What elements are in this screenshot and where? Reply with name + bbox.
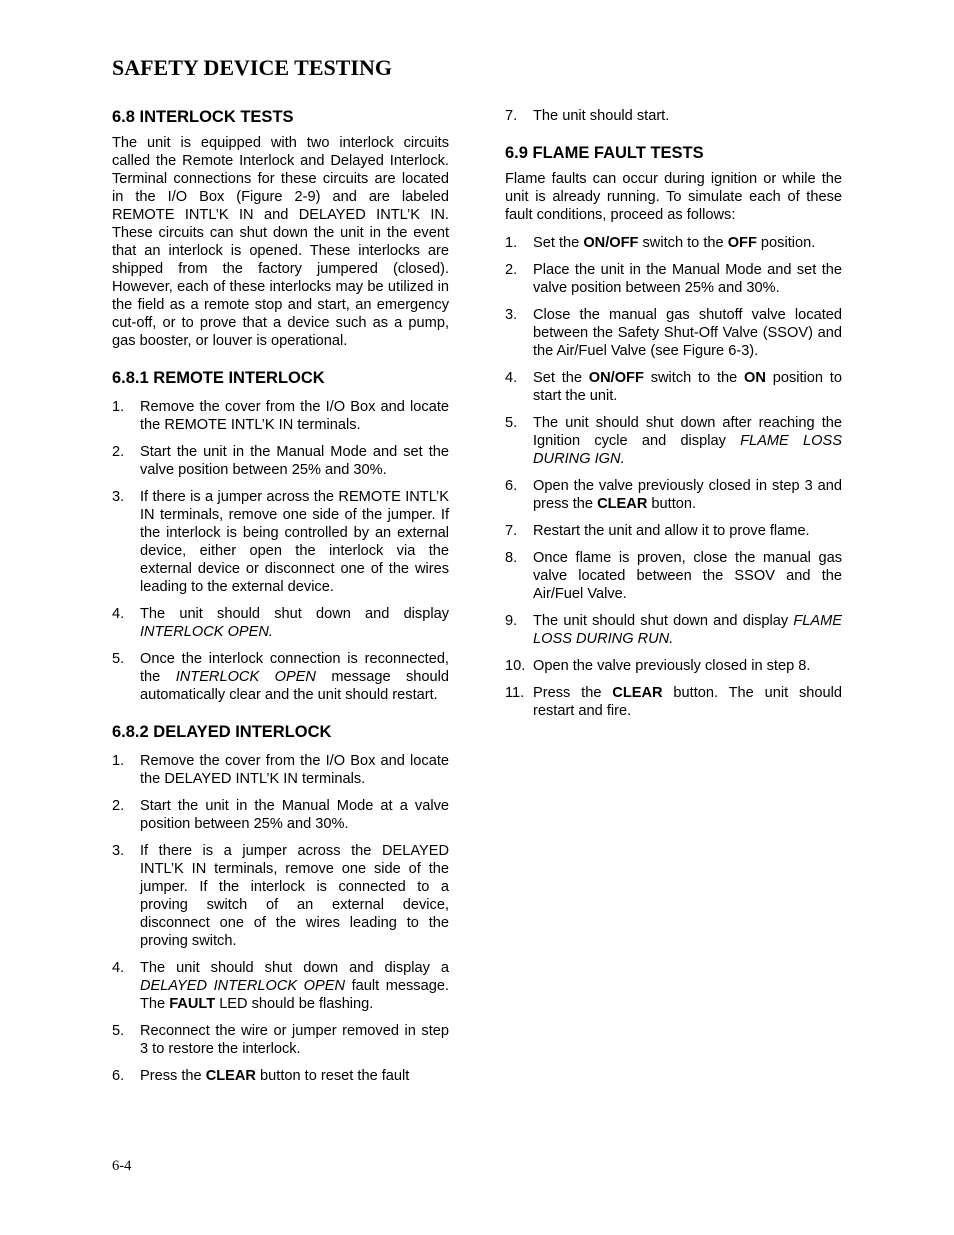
list-item: 9. The unit should shut down and display FLAME LOSS DURING RUN. <box>505 613 842 647</box>
list-item: 1. Remove the cover from the I/O Box and locate the REMOTE INTL’K IN terminals. <box>112 399 449 433</box>
continued-steps <box>505 107 842 125</box>
list-item: 5. Reconnect the wire or jumper removed in step 3 to restore the interlock. <box>112 1023 449 1057</box>
list-item: 4. The unit should shut down and display INTERLOCK OPEN. <box>112 606 449 640</box>
page-title: SAFETY DEVICE TESTING <box>112 55 392 80</box>
list-item: 2. Place the unit in the Manual Mode and set the valve position between 25% and 30%. <box>505 262 842 296</box>
delayed-interlock-steps <box>112 752 449 1085</box>
list-item: 2. Start the unit in the Manual Mode and set the valve position between 25% and 30%. <box>112 444 449 478</box>
list-item: 7. Restart the unit and allow it to prove flame. <box>505 523 810 539</box>
flame-fault-paragraph: Flame faults can occur during ignition or while the unit is already running. To simulate each of these fault conditions, proceed as follows: <box>505 171 842 223</box>
list-item: 4. The unit should shut down and display a DELAYED INTERLOCK OPEN fault message. The FAULT LED should be flashing. <box>112 960 449 1012</box>
list-item: 1. Set the ON/OFF switch to the OFF position. <box>505 235 816 251</box>
list-item: 3. If there is a jumper across the REMOTE INTL’K IN terminals, remove one side of the jumper. If the interlock is being controlled by an external device, either open the interlock via the external device or disconnect one of the wires leading to the external device. <box>112 489 449 595</box>
list-item: 10. Open the valve previously closed in step 8. <box>505 658 811 674</box>
list-item: 11. Press the CLEAR button. The unit should restart and fire. <box>505 685 843 719</box>
list-item: 6. Open the valve previously closed in step 3 and press the CLEAR button. <box>505 478 842 512</box>
list-item: 3. If there is a jumper across the DELAYED INTL’K IN terminals, remove one side of the jumper. If the interlock is connected to a proving switch of an external device, disconnect one of the wires leading to the proving switch. <box>112 843 449 949</box>
page-number: 6-4 <box>112 1158 132 1174</box>
list-item: 5. Once the interlock connection is reconnected, the INTERLOCK OPEN message should automatically clear and the unit should restart. <box>112 651 449 703</box>
list-item: 7. The unit should start. <box>505 108 670 124</box>
list-item: 8. Once flame is proven, close the manual gas valve located between the SSOV and the Air/Fuel Valve. <box>505 550 842 602</box>
interlock-tests-paragraph: The unit is equipped with two interlock circuits called the Remote Interlock and Delayed Interlock. Terminal connections for these circuits are located in the I/O Box (Figure 2-9) and are labeled REMOTE INTL’K IN and DELAYED INTL’K IN. These circuits can shut down the unit in the event that an interlock is opened. These interlocks are shipped from the factory jumpered (closed). However, each of these interlocks may be utilized in the field as a remote stop and start, an emergency cut-off, or to prove that a device such as a pump, gas booster, or louver is operational. <box>112 135 449 349</box>
section-heading-interlock-tests: 6.8 INTERLOCK TESTS <box>112 108 294 126</box>
list-item: 2. Start the unit in the Manual Mode at a valve position between 25% and 30%. <box>112 798 449 832</box>
list-item: 5. The unit should shut down after reaching the Ignition cycle and display FLAME LOSS DURING IGN. <box>505 415 842 467</box>
section-heading-delayed-interlock: 6.8.2 DELAYED INTERLOCK <box>112 723 332 741</box>
flame-fault-steps <box>505 234 842 720</box>
section-heading-remote-interlock: 6.8.1 REMOTE INTERLOCK <box>112 369 325 387</box>
list-item: 3. Close the manual gas shutoff valve located between the Safety Shut-Off Valve (SSOV) and the Air/Fuel Valve (see Figure 6-3). <box>505 307 842 359</box>
list-item: 4. Set the ON/OFF switch to the ON position to start the unit. <box>505 370 842 404</box>
list-item: 1. Remove the cover from the I/O Box and locate the DELAYED INTL’K IN terminals. <box>112 753 449 787</box>
section-heading-flame-fault-tests: 6.9 FLAME FAULT TESTS <box>505 144 704 162</box>
remote-interlock-steps <box>112 398 449 704</box>
list-item: 6. Press the CLEAR button to reset the fault <box>112 1068 410 1084</box>
right-column <box>505 107 842 729</box>
left-column <box>112 107 449 1094</box>
